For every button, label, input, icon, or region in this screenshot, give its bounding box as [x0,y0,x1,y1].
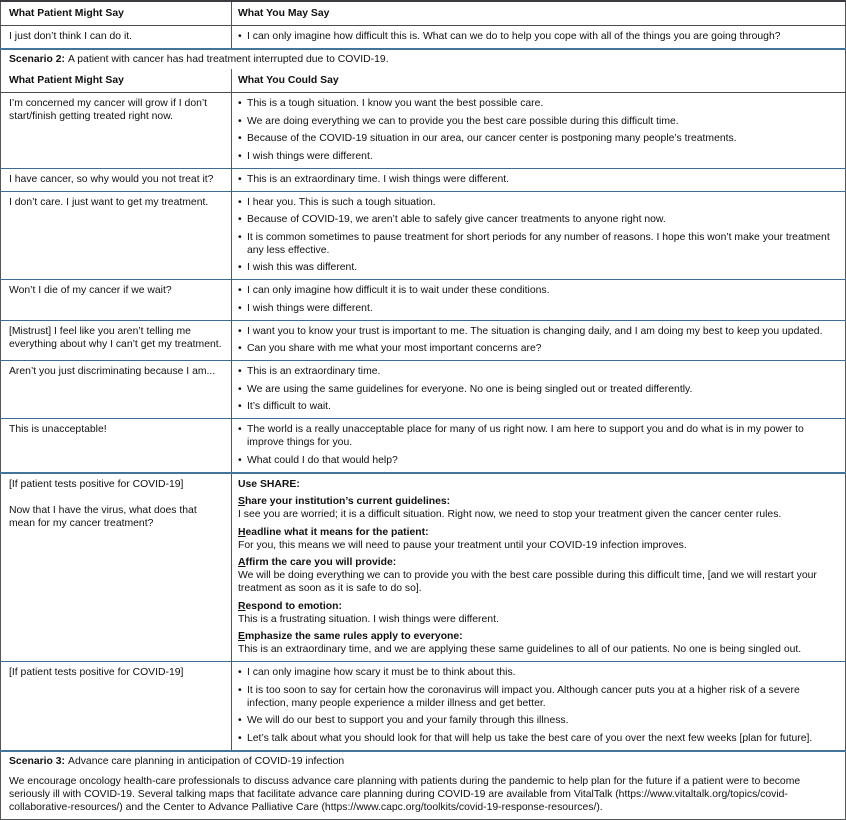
column-header-response: What You May Say [238,8,330,19]
response-cell [232,168,846,191]
share-item-headline [238,526,840,552]
patient-cell [1,168,232,191]
response-item: • Because of COVID-19, we aren’t able to safely give cancer treatments to anyone right now. [238,213,840,226]
patient-cell [1,361,232,419]
table-row [1,320,846,361]
share-body: I see you are worried; it is a difficult situation. Right now, we need to stop your treatment given the cancer center rules. [238,509,782,520]
patient-cell [1,26,232,50]
share-heading-text: mphasize the same rules apply to everyone: [244,631,463,642]
share-heading [238,556,840,569]
response-cell [232,280,846,321]
section1-header-row [1,1,846,26]
response-item: • I want you to know your trust is important to me. The situation is changing daily, and I am doing my best to keep you updated. [238,325,840,338]
table-row [1,93,846,169]
response-cell [232,93,846,169]
patient-cell [1,662,232,751]
share-heading-text: hare your institution’s current guidelines: [244,496,451,507]
share-body: This is a frustrating situation. I wish things were different. [238,613,499,625]
response-item: • Let’s talk about what you should look for that will help us take the best care of you over the next few weeks [plan for future]. [238,732,840,745]
response-item: • I hear you. This is such a tough situation. [238,196,840,209]
patient-quote: [Mistrust] I feel like you aren’t telling me everything about why I can’t get my treatment. [9,325,222,350]
share-lead-letter: E [238,631,245,642]
patient-quote: I don’t care. I just want to get my treatment. [9,196,209,208]
table-row [1,26,846,50]
response-list [238,173,840,186]
scenario2-title: A patient with cancer has had treatment interrupted due to COVID-19. [68,54,389,65]
patient-quote: This is unacceptable! [9,424,107,435]
table-row [1,168,846,191]
response-list [238,325,840,356]
response-item: • This is a tough situation. I know you want the best possible care. [238,97,840,110]
response-cell [232,473,846,662]
response-list [238,423,840,467]
share-lead-letter: A [238,557,246,568]
response-cell [232,662,846,751]
patient-cell [1,191,232,280]
patient-quote: Now that I have the virus, what does that mean for my cancer treatment? [9,504,197,529]
column-header-patient: What Patient Might Say [1,69,232,93]
table-row [1,280,846,321]
patient-quote: Aren’t you just discriminating because I am... [9,366,216,377]
response-list [238,30,840,43]
column-header-patient: What Patient Might Say [1,1,232,26]
share-heading [238,495,840,508]
share-body: For you, this means we will need to pause your treatment until your COVID-19 infection improves. [238,539,687,551]
share-heading [238,630,840,643]
table-row [1,662,846,751]
table-row [1,361,846,419]
scenario2-label: Scenario 2: [9,54,66,65]
response-item: • We are doing everything we can to provide you the best care possible during this difficult time. [238,115,840,128]
share-row [1,473,846,662]
response-cell [232,191,846,280]
table-row [1,419,846,473]
column-header-response: What You Could Say [238,75,339,86]
scenario3-body-row [1,771,846,820]
response-cell [232,361,846,419]
patient-quote: I just don’t think I can do it. [9,31,133,42]
share-heading-text: espond to emotion: [245,600,342,612]
share-intro: Use SHARE: [238,478,300,490]
share-item-share [238,495,840,521]
share-heading-text: eadline what it means for the patient: [245,526,429,538]
response-list [238,97,840,163]
scenario2-column-header-row [1,69,846,93]
scenario3-label: Scenario 3: [9,755,66,767]
table-row [1,191,846,280]
response-cell [232,320,846,361]
share-item-emphasize [238,630,840,656]
scenario3-body-cell [1,771,846,820]
share-item-affirm [238,556,840,595]
response-list [238,666,840,745]
share-heading-text: ffirm the care you will provide: [245,557,397,568]
response-item: • I wish this was different. [238,261,840,274]
response-list [238,284,840,315]
patient-cell [1,93,232,169]
response-item: • It is too soon to say for certain how the coronavirus will impact you. Although cancer puts you at a higher risk of a severe infection, many people experience a milder illness and get better. [238,684,840,710]
patient-cell [1,320,232,361]
scenario3-body-text: We encourage oncology health-care professionals to discuss advance care planning with patients during the pandemic to help plan for the future if a patient were to become seriously ill with COVID-19. Several talking maps that facilitate advance care planning during COVID-19 are available from VitalTalk (https://www.vitaltalk.org/topics/covid-collaborative-resources/) and the Center to Advance Palliative Care (https://www.capc.org/toolkits/covid-19-response-resources/). [9,775,801,813]
patient-quote: Won’t I die of my cancer if we wait? [9,285,172,296]
response-item: • This is an extraordinary time. [238,365,840,378]
patient-quote: [If patient tests positive for COVID-19] [9,667,184,678]
response-item: • Can you share with me what your most important concerns are? [238,342,840,355]
patient-cell [1,280,232,321]
response-cell [232,26,846,50]
response-item: • I can only imagine how difficult it is to wait under these conditions. [238,284,840,297]
patient-quote: [If patient tests positive for COVID-19] [9,478,184,490]
share-lead-letter: R [238,600,246,612]
response-list [238,365,840,413]
share-heading [238,600,840,613]
scenario3-title: Advance care planning in anticipation of COVID-19 infection [68,755,345,767]
response-item: • What could I do that would help? [238,454,840,467]
response-item: • This is an extraordinary time. I wish things were different. [238,173,840,186]
share-item-respond [238,600,840,626]
response-item: • The world is a really unacceptable place for many of us right now. I am here to support you and do what is in my power to improve things for you. [238,423,840,449]
response-item: • We will do our best to support you and your family through this illness. [238,714,840,727]
response-item: • I wish things were different. [238,302,840,315]
share-lead-letter: H [238,526,246,538]
response-item: • It is common sometimes to pause treatment for short periods for any number of reasons. I hope this won’t make your treatment any less effective. [238,231,840,257]
response-item: • Because of the COVID-19 situation in our area, our cancer center is postponing many people’s treatments. [238,132,840,145]
response-item: • I can only imagine how difficult this is. What can we do to help you cope with all of the things you are going through? [238,30,840,43]
response-item: • We are using the same guidelines for everyone. No one is being singled out or treated differently. [238,383,840,396]
scenario2-header-cell [1,49,846,69]
share-lead-letter: S [238,496,245,507]
response-item: • I wish things were different. [238,150,840,163]
patient-quote: I have cancer, so why would you not treat it? [9,173,214,185]
response-list [238,196,840,275]
response-cell [232,419,846,473]
share-heading [238,526,840,539]
response-item: • I can only imagine how scary it must be to think about this. [238,666,840,679]
patient-cell [1,419,232,473]
scenario2-header-row [1,49,846,69]
response-item: • It’s difficult to wait. [238,400,840,413]
share-body: This is an extraordinary time, and we are applying these same guidelines to all of our patients. No one is being singled out. [238,644,802,655]
patient-quote: I’m concerned my cancer will grow if I don’t start/finish getting treated right now. [9,98,208,122]
share-body: We will be doing everything we can to provide you with the best care possible during this difficult time, [and we will restart your treatment as soon as it is safe to do so]. [238,570,817,594]
patient-cell [1,473,232,662]
